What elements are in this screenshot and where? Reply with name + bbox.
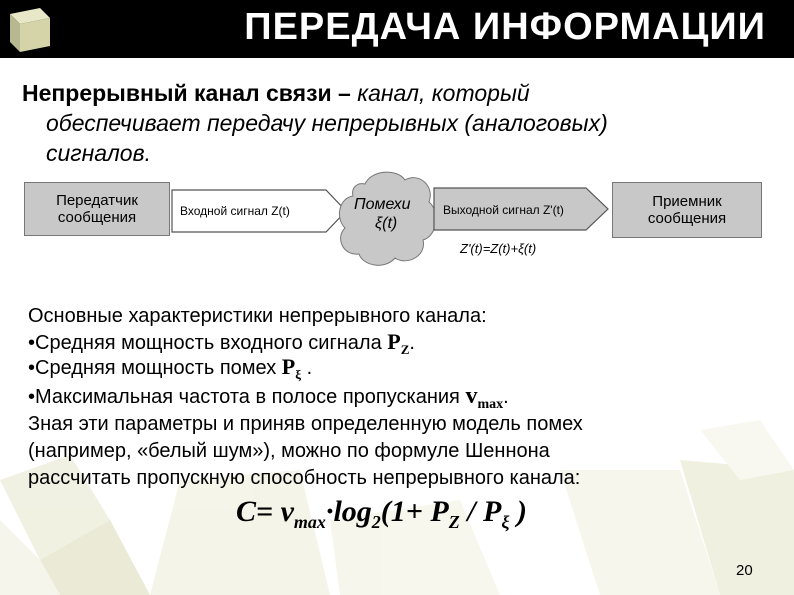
receiver-box <box>612 182 762 238</box>
formula-part: C= v <box>236 495 294 528</box>
definition-line-1 <box>22 78 530 108</box>
formula-part: ) <box>509 495 527 528</box>
shannon-formula <box>236 495 527 533</box>
list-item-text: •Средняя мощность помех <box>28 357 277 379</box>
definition-line-2 <box>46 108 608 138</box>
list-item: •Средняя мощность помех $P_\xi$ . <box>28 354 313 382</box>
paragraph-line-1: Зная эти параметры и приняв определенную модель помех <box>28 413 583 435</box>
formula-subscript: Z <box>448 512 460 532</box>
noise-label: Помехи <box>354 196 411 213</box>
list-item-subscript: max <box>477 397 504 412</box>
definition-term: Непрерывный канал связи – <box>22 80 351 106</box>
definition-text-2: обеспечивает передачу непрерывных (аналоговых) <box>46 110 608 136</box>
transmitter-label: Передатчик сообщения <box>56 192 138 226</box>
definition-text-3: сигналов. <box>46 140 151 166</box>
transmitter-box <box>24 182 170 236</box>
definition-text-1: канал, который <box>357 80 530 106</box>
list-item-text: •Средняя мощность входного сигнала <box>28 332 382 354</box>
formula-subscript: ξ <box>501 512 510 532</box>
definition-line-3 <box>46 138 151 168</box>
list-item-subscript: Z <box>400 342 410 357</box>
list-item: •Средняя мощность входного сигнала $P_Z$. <box>28 329 415 357</box>
signal-equation: Z'(t)=Z(t)+ξ(t) <box>460 241 537 256</box>
formula-subscript: max <box>293 512 326 532</box>
formula-subscript: 2 <box>371 512 381 532</box>
formula-part: / P <box>459 495 502 528</box>
receiver-label: Приемник сообщения <box>647 193 727 227</box>
page-title: ПЕРЕДАЧА ИНФОРМАЦИИ <box>244 6 766 48</box>
list-item-symbol: P <box>387 329 401 354</box>
list-item-subscript: ξ <box>295 367 302 382</box>
list-item-symbol: v <box>465 383 478 409</box>
noise-symbol: ξ(t) <box>375 215 398 232</box>
formula-part: (1+ P <box>380 495 449 528</box>
list-item-symbol: P <box>281 354 296 379</box>
paragraph-line-2: (например, «белый шум»), можно по формуле Шеннона <box>28 440 550 462</box>
paragraph-line-3: рассчитать пропускную способность непрерывного канала: <box>28 467 581 489</box>
output-signal-label: Выходной сигнал Z'(t) <box>443 203 564 217</box>
cube-logo-icon <box>4 2 56 56</box>
list-item-text: •Максимальная частота в полосе пропускания <box>28 386 460 408</box>
page-number: 20 <box>736 562 753 579</box>
characteristics-heading: Основные характеристики непрерывного канала: <box>28 305 487 327</box>
formula-part: ·log <box>325 495 372 528</box>
list-item: •Максимальная частота в полосе пропускания $v_{max}$. <box>28 383 509 412</box>
input-signal-label: Входной сигнал Z(t) <box>180 204 290 218</box>
